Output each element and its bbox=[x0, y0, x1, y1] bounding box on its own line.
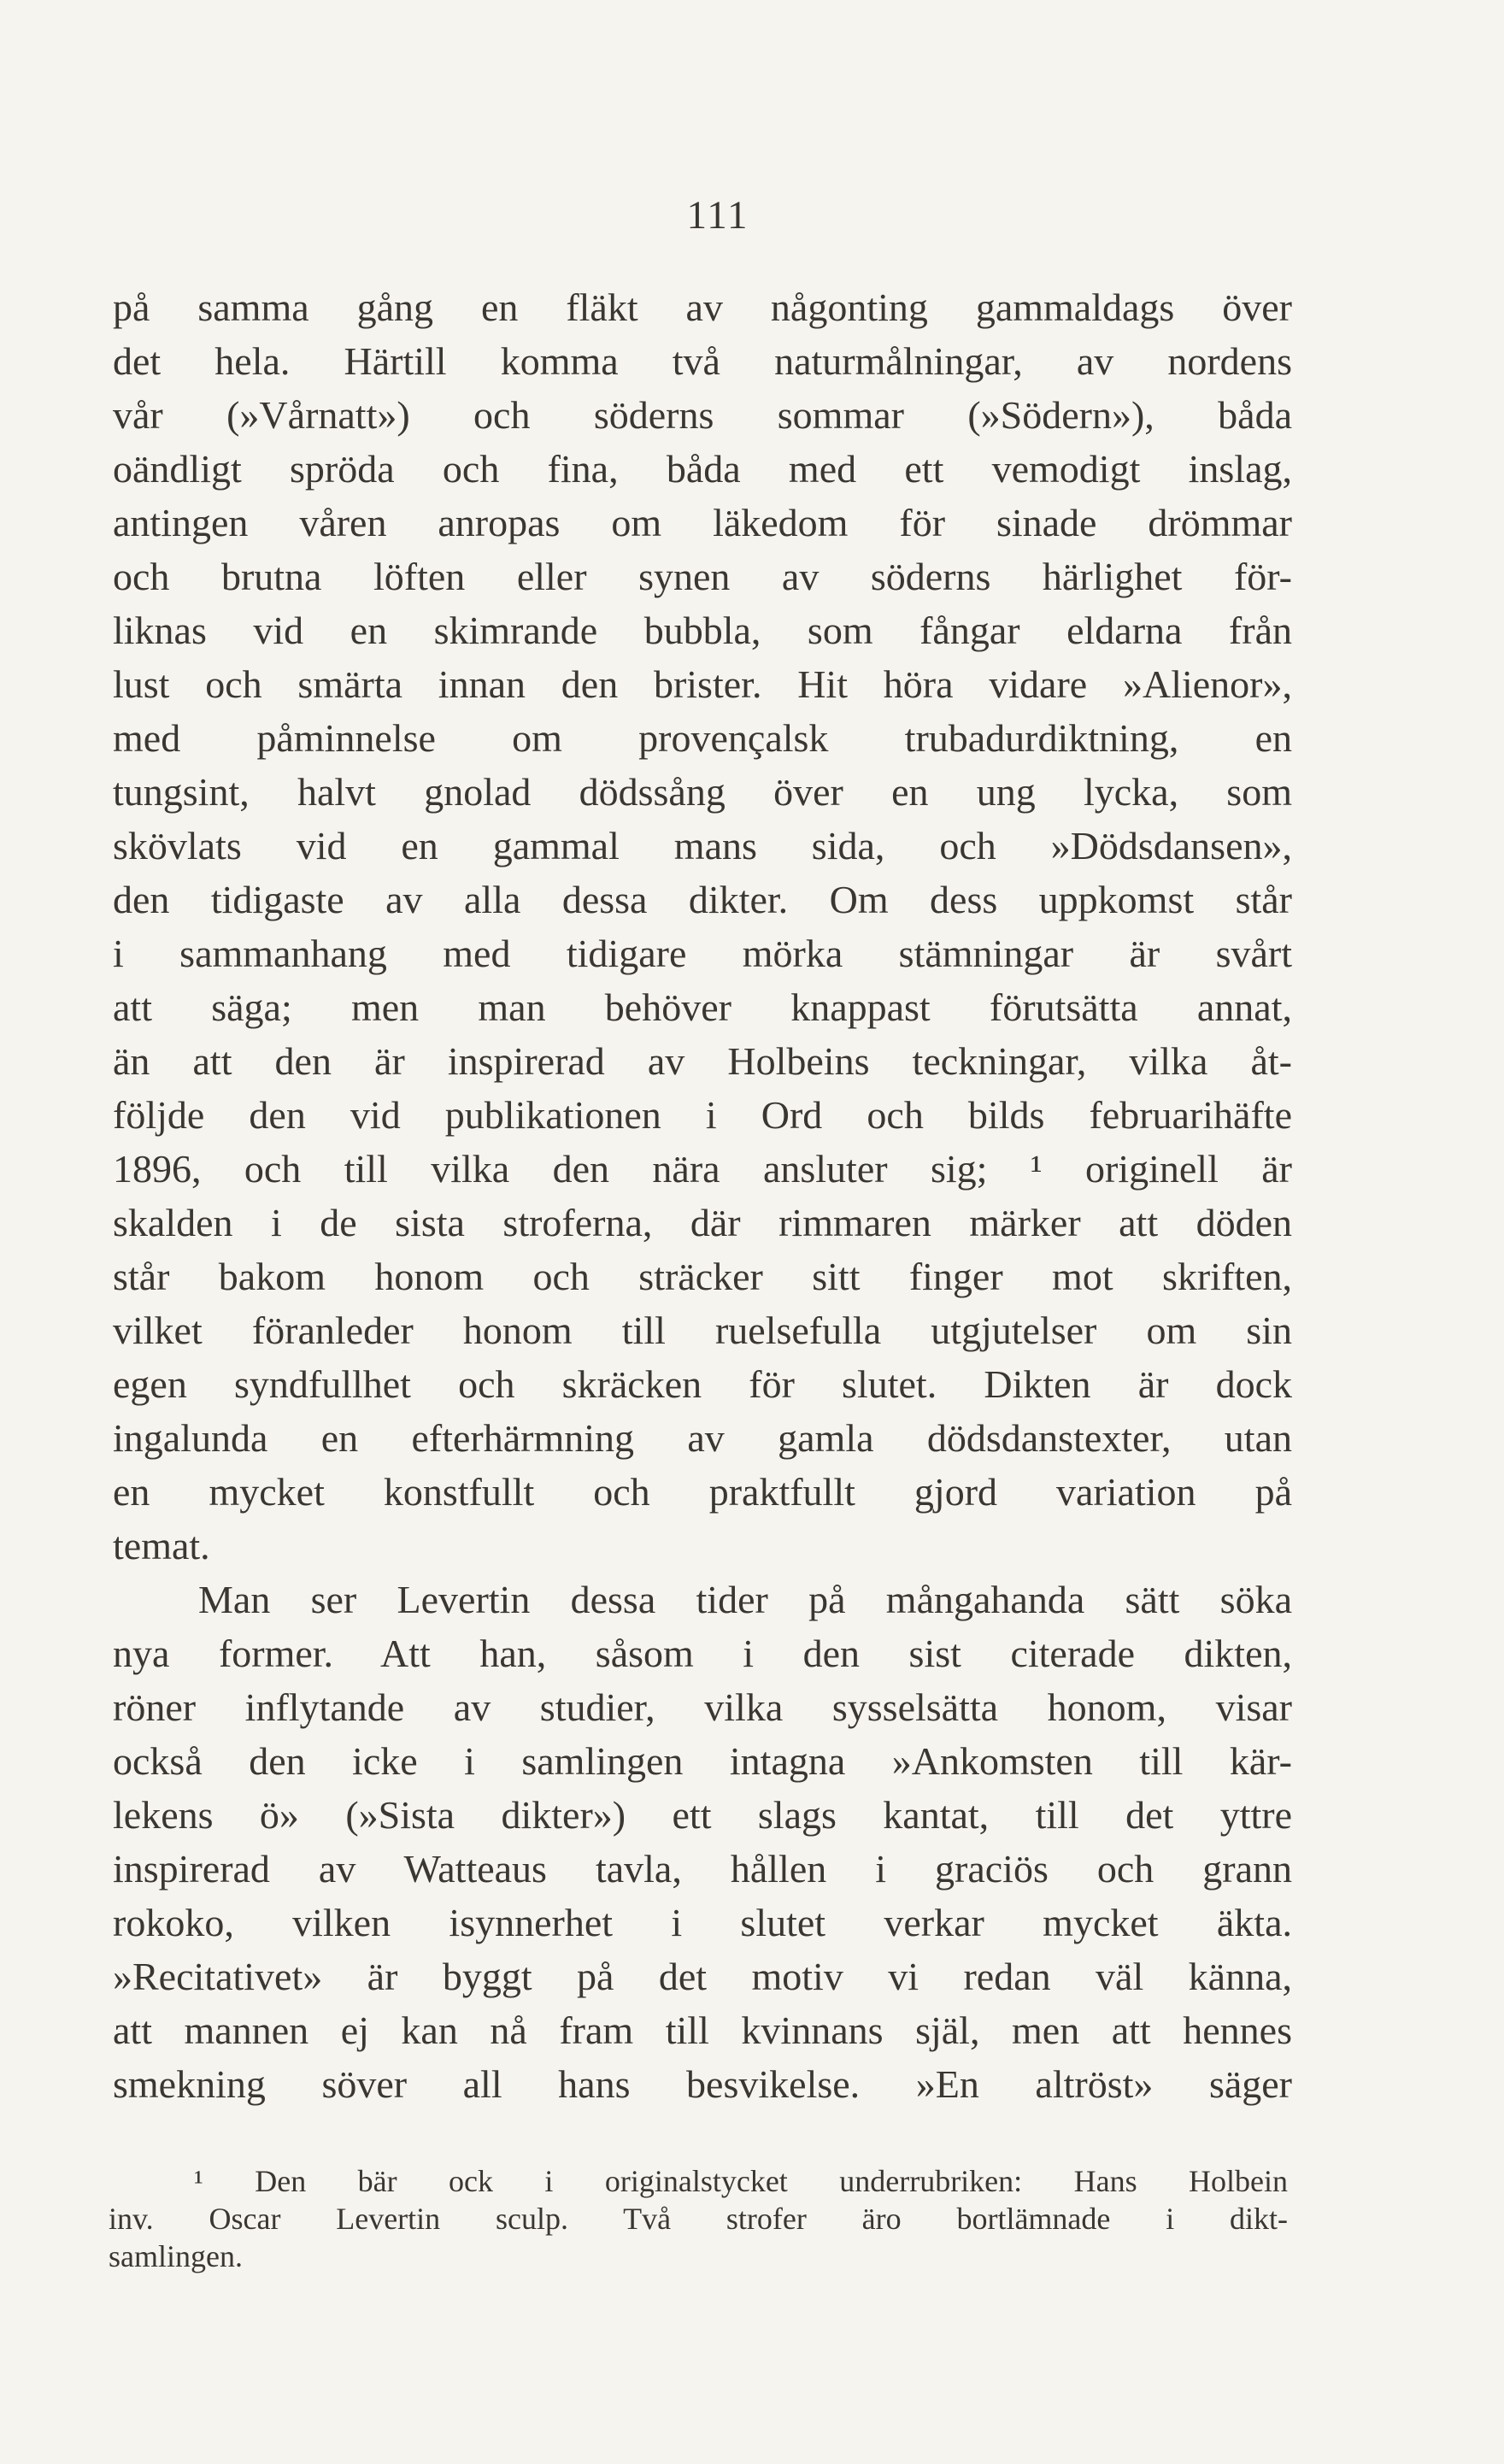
text-line: skövlats vid en gammal mans sida, och »Dödsdansen», bbox=[113, 824, 1292, 867]
text-line: röner inflytande av studier, vilka sysselsätta honom, visar bbox=[113, 1685, 1292, 1729]
text-line: egen syndfullhet och skräcken för slutet. Dikten är dock bbox=[113, 1362, 1292, 1406]
footnote-line: samlingen. bbox=[109, 2239, 243, 2273]
text-line: att säga; men man behöver knappast förutsätta annat, bbox=[113, 985, 1292, 1029]
text-line: den tidigaste av alla dessa dikter. Om dess uppkomst står bbox=[113, 878, 1292, 921]
text-line: lust och smärta innan den brister. Hit höra vidare »Alienor», bbox=[113, 662, 1292, 706]
text-line: lekens ö» (»Sista dikter») ett slags kantat, till det yttre bbox=[113, 1793, 1292, 1837]
text-line: skalden i de sista stroferna, där rimmaren märker att döden bbox=[113, 1201, 1292, 1244]
body-text bbox=[113, 280, 1292, 2111]
text-line: vår (»Vårnatt») och söderns sommar (»Södern»), båda bbox=[113, 393, 1292, 437]
text-line: »Recitativet» är byggt på det motiv vi redan väl känna, bbox=[113, 1955, 1292, 1998]
text-line: att mannen ej kan nå fram till kvinnans själ, men att hennes bbox=[113, 2008, 1292, 2052]
text-line: liknas vid en skimrande bubbla, som fångar eldarna från bbox=[113, 609, 1292, 652]
text-line: ingalunda en efterhärmning av gamla dödsdanstexter, utan bbox=[113, 1416, 1292, 1460]
text-line: rokoko, vilken isynnerhet i slutet verkar mycket äkta. bbox=[113, 1901, 1292, 1944]
text-line: 1896, och till vilka den nära ansluter sig; ¹ originell är bbox=[113, 1147, 1292, 1191]
text-line: en mycket konstfullt och praktfullt gjord variation på bbox=[113, 1470, 1292, 1514]
text-line: nya former. Att han, såsom i den sist citerade dikten, bbox=[113, 1632, 1292, 1675]
text-line: och brutna löften eller synen av söderns härlighet för- bbox=[113, 555, 1292, 598]
text-line: med påminnelse om provençalsk trubadurdiktning, en bbox=[113, 716, 1292, 760]
text-line: på samma gång en fläkt av någonting gammaldags över bbox=[113, 285, 1292, 329]
footnote-line: inv. Oscar Levertin sculp. Två strofer äro bortlämnade i dikt- bbox=[109, 2202, 1288, 2236]
page-number: 111 bbox=[686, 193, 749, 238]
text-line: inspirerad av Watteaus tavla, hållen i graciös och grann bbox=[113, 1847, 1292, 1891]
text-line: oändligt spröda och fina, båda med ett vemodigt inslag, bbox=[113, 447, 1292, 491]
footnote-line: ¹ Den bär ock i originalstycket underrubriken: Hans Holbein bbox=[194, 2164, 1288, 2198]
footnote bbox=[109, 2162, 1288, 2275]
text-line: det hela. Härtill komma två naturmålningar, av nordens bbox=[113, 339, 1292, 383]
text-line: antingen våren anropas om läkedom för sinade drömmar bbox=[113, 501, 1292, 544]
paragraph-end-line: temat. bbox=[113, 1524, 210, 1567]
text-line: i sammanhang med tidigare mörka stämningar är svårt bbox=[113, 932, 1292, 975]
text-line: också den icke i samlingen intagna »Ankomsten till kär- bbox=[113, 1739, 1292, 1783]
text-line: tungsint, halvt gnolad dödssång över en ung lycka, som bbox=[113, 770, 1292, 814]
text-line: än att den är inspirerad av Holbeins teckningar, vilka åt- bbox=[113, 1039, 1292, 1083]
text-line: vilket föranleder honom till ruelsefulla utgjutelser om sin bbox=[113, 1308, 1292, 1352]
text-line: står bakom honom och sträcker sitt finger mot skriften, bbox=[113, 1255, 1292, 1298]
text-line: smekning söver all hans besvikelse. »En altröst» säger bbox=[113, 2062, 1292, 2106]
paragraph-start-line: Man ser Levertin dessa tider på mångahanda sätt söka bbox=[198, 1578, 1292, 1621]
text-line: följde den vid publikationen i Ord och bilds februarihäfte bbox=[113, 1093, 1292, 1137]
